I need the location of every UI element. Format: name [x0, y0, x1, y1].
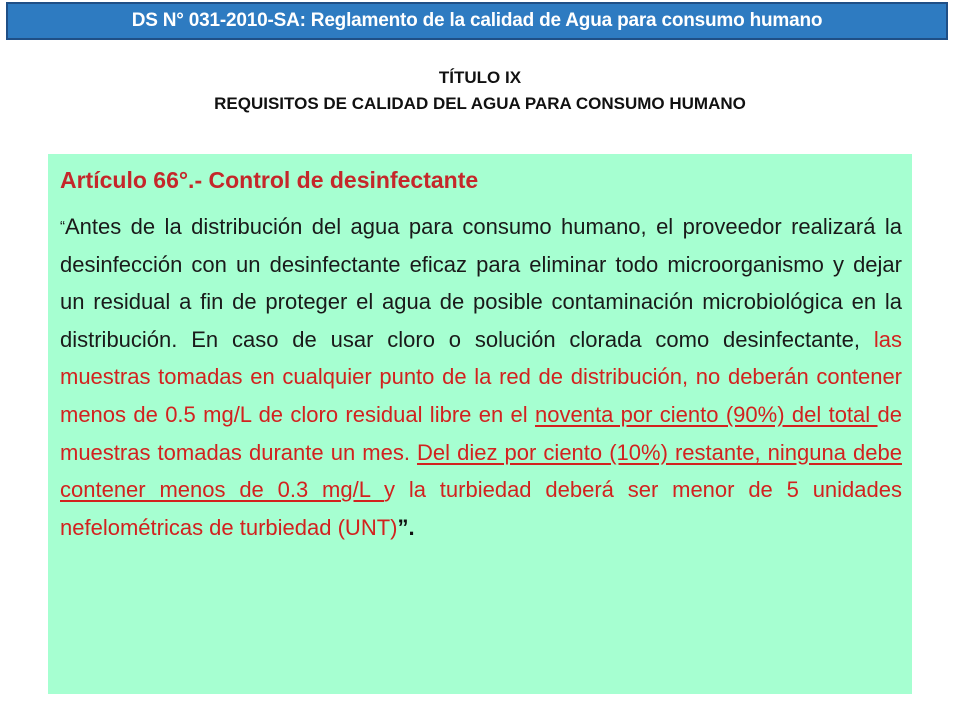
body-text-black: Antes de la distribución del agua para consumo humano, el proveedor realizará la desinfección con un desinfectante eficaz para eliminar todo microorganismo y dejar un residual a fin de proteger el agua de posible contaminación microbiológica en la distribución. En caso de usar cloro o solución clorada como desinfectante,: [60, 214, 902, 352]
article-title: Artículo 66°.- Control de desinfectante: [60, 167, 479, 193]
banner-title: DS N° 031-2010-SA: Reglamento de la calidad de Agua para consumo humano: [131, 10, 823, 31]
opening-quote: “: [60, 218, 65, 235]
article-panel: [48, 154, 912, 694]
body-text-red-3: y la turbiedad deberá ser menor de 5 unidades nefelométricas de turbiedad (UNT): [60, 477, 902, 540]
underlined-ten-percent: Del diez por ciento (10%) restante, ninguna debe contener menos de 0.3 mg/L: [60, 439, 902, 503]
closing-quote: ”.: [397, 514, 415, 540]
title-heading: REQUISITOS DE CALIDAD DEL AGUA PARA CONSUMO HUMANO: [214, 94, 746, 113]
underlined-ninety-percent: noventa por ciento (90%) del total: [535, 401, 878, 427]
body-text-red-2: de muestras tomadas durante un mes.: [60, 401, 902, 465]
title-banner: [6, 2, 948, 40]
article-body: [60, 208, 902, 546]
body-text-red-1: las muestras tomadas en cualquier punto de la red de distribución, no deberán contener menos de 0.5 mg/L de cloro residual libre en el: [60, 326, 902, 427]
title-number: TÍTULO IX: [438, 68, 522, 87]
